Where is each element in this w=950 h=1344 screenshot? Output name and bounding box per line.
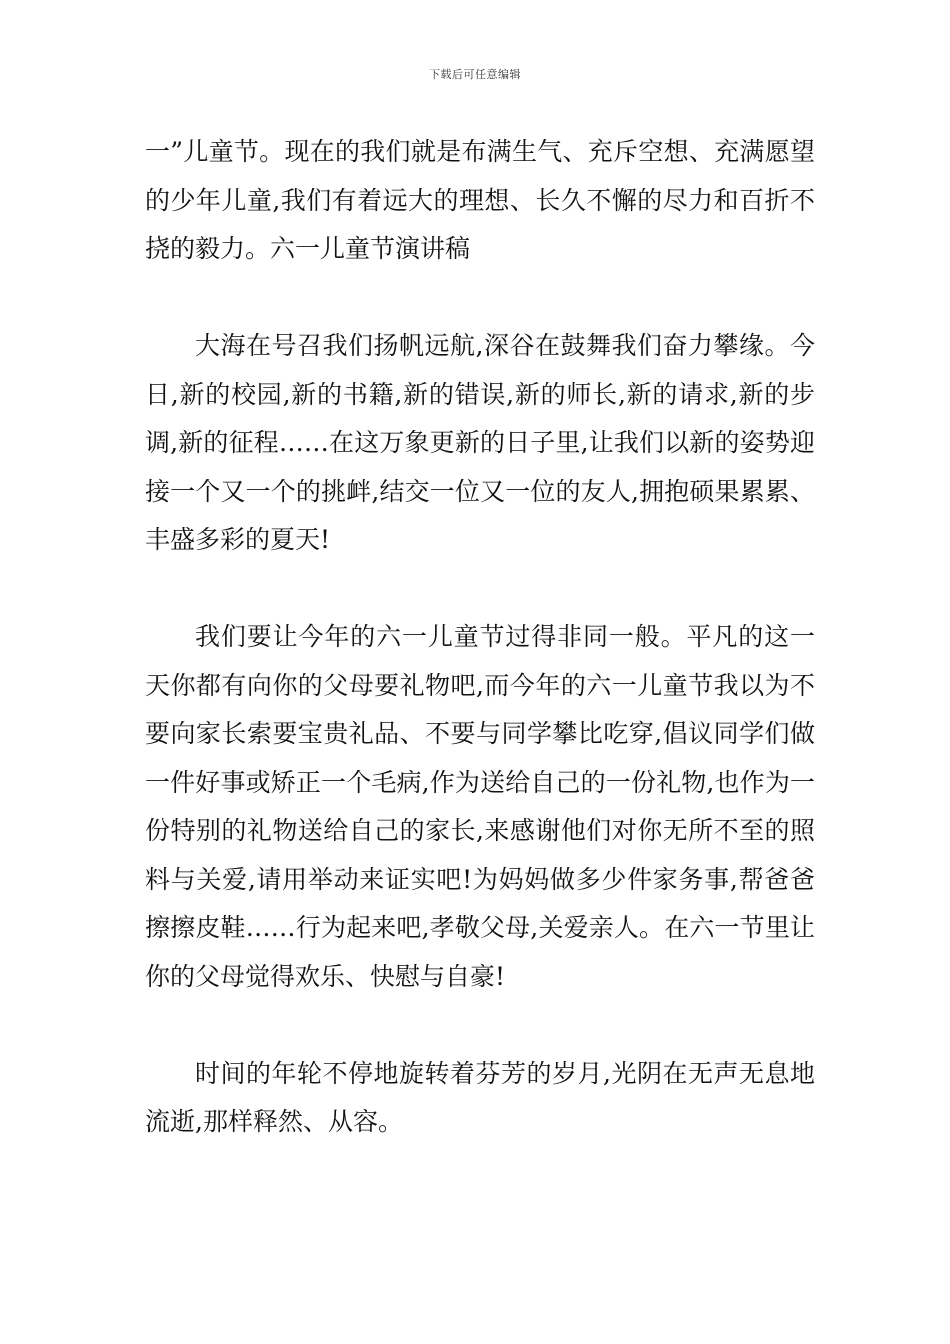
paragraph-2: 大海在号召我们扬帆远航,深谷在鼓舞我们奋力攀缘。今日,新的校园,新的书籍,新的错误,新的师长,新的请求,新的步调,新的征程……在这万象更新的日子里,让我们以新的姿势迎接一个又一个的挑衅,结交一位又一位的友人,拥抱硕果累累、丰盛多彩的夏天!	[145, 331, 815, 554]
paragraph-4: 时间的年轮不停地旋转着芬芳的岁月,光阴在无声无息地流逝,那样释然、从容。	[145, 1058, 815, 1136]
page-header: 下载后可任意编辑	[429, 68, 521, 81]
paragraph-1: 一”儿童节。现在的我们就是布满生气、充斥空想、充满愿望的少年儿童,我们有着远大的理想、长久不懈的尽力和百折不挠的毅力。六一儿童节演讲稿	[145, 137, 815, 263]
paragraph-3: 我们要让今年的六一儿童节过得非同一般。平凡的这一天你都有向你的父母要礼物吧,而今年的六一儿童节我以为不要向家长索要宝贵礼品、不要与同学攀比吃穿,倡议同学们做一件好事或矫正一个毛病,作为送给自己的一份礼物,也作为一份特别的礼物送给自己的家长,来感谢他们对你无所不至的照料与关爱,请用举动来证实吧!为妈妈做多少件家务事,帮爸爸擦擦皮鞋……行为起来吧,孝敬父母,关爱亲人。在六一节里让你的父母觉得欢乐、快慰与自豪!	[145, 622, 815, 991]
paragraph-spacer	[145, 1001, 815, 1050]
paragraph-spacer	[145, 274, 815, 323]
paragraph-spacer	[145, 565, 815, 614]
document-body	[145, 128, 815, 1147]
